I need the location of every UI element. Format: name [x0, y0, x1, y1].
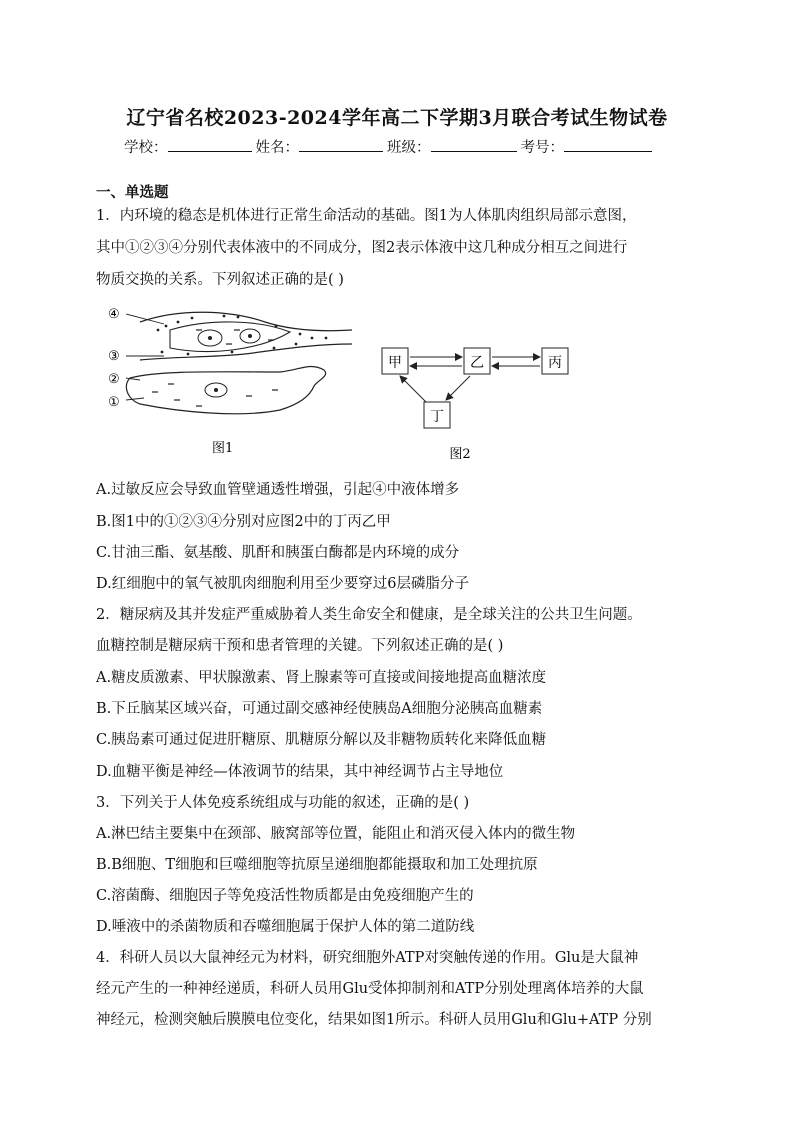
- q2-option-a[interactable]: A.糖皮质激素、甲状腺激素、肾上腺素等可直接或间接地提高血糖浓度: [96, 670, 547, 686]
- q1-option-d[interactable]: D.红细胞中的氧气被肌肉细胞利用至少要穿过6层磷脂分子: [96, 576, 469, 592]
- q3-line1: 3．下列关于人体免疫系统组成与功能的叙述，正确的是( ): [96, 795, 470, 811]
- figure1-tissue-diagram: [100, 300, 360, 460]
- student-info-line: [124, 136, 656, 157]
- fig2-label-jia: 甲: [388, 355, 402, 371]
- q3-option-d[interactable]: D.唾液中的杀菌物质和吞噬细胞属于保护人体的第二道防线: [96, 919, 475, 935]
- school-label: 学校：: [124, 140, 168, 156]
- q3-option-c[interactable]: C.溶菌酶、细胞因子等免疫活性物质都是由免疫细胞产生的: [96, 888, 474, 904]
- fig1-label-1: ①: [108, 395, 120, 410]
- name-label: 姓名：: [255, 140, 299, 156]
- fig2-label-yi: 乙: [470, 355, 484, 371]
- q1-line1: 1．内环境的稳态是机体进行正常生命活动的基础。图1为人体肌肉组织局部示意图，: [96, 208, 637, 224]
- class-blank[interactable]: [431, 137, 517, 152]
- section-heading: 一、单选题: [96, 184, 169, 201]
- q4-line3: 神经元，检测突触后膜膜电位变化，结果如图1所示。科研人员用Glu和Glu+ATP 分别: [96, 1012, 652, 1028]
- fig2-caption: 图2: [449, 447, 471, 462]
- q1-option-b[interactable]: B.图1中的①②③④分别对应图2中的丁丙乙甲: [96, 514, 391, 530]
- fig1-label-3: ③: [108, 349, 120, 364]
- q2-option-b[interactable]: B.下丘脑某区域兴奋，可通过副交感神经使胰岛A细胞分泌胰高血糖素: [96, 701, 543, 717]
- fig2-label-ding: 丁: [430, 409, 444, 425]
- q2-line1: 2．糖尿病及其并发症严重威胁着人类生命安全和健康，是全球关注的公共卫生问题。: [96, 607, 642, 623]
- fig1-label-2: ②: [108, 372, 120, 387]
- school-blank[interactable]: [168, 137, 252, 152]
- q1-option-c[interactable]: C.甘油三酯、氨基酸、肌酐和胰蛋白酶都是内环境的成分: [96, 545, 460, 561]
- figure2-fluid-exchange-diagram: [370, 336, 590, 466]
- q3-option-a[interactable]: A.淋巴结主要集中在颈部、腋窝部等位置，能阻止和消灭侵入体内的微生物: [96, 826, 576, 842]
- number-label: 考号：: [520, 140, 564, 156]
- q1-line3: 物质交换的关系。下列叙述正确的是( ): [96, 272, 344, 288]
- q2-line2: 血糖控制是糖尿病干预和患者管理的关键。下列叙述正确的是( ): [96, 638, 504, 654]
- exam-title: 辽宁省名校2023-2024学年高二下学期3月联合考试生物试卷: [126, 107, 668, 129]
- q2-option-c[interactable]: C.胰岛素可通过促进肝糖原、肌糖原分解以及非糖物质转化来降低血糖: [96, 732, 547, 748]
- q4-line2: 经元产生的一种神经递质，科研人员用Glu受体抑制剂和ATP分别处理离体培养的大鼠: [96, 981, 644, 997]
- fig1-label-4: ④: [108, 307, 120, 322]
- q1-line2: 其中①②③④分别代表体液中的不同成分，图2表示体液中这几种成分相互之间进行: [96, 240, 628, 256]
- class-label: 班级：: [387, 140, 431, 156]
- fig1-caption: 图1: [212, 441, 234, 456]
- q2-option-d[interactable]: D.血糖平衡是神经—体液调节的结果，其中神经调节占主导地位: [96, 764, 504, 780]
- q4-line1: 4．科研人员以大鼠神经元为材料，研究细胞外ATP对突触传递的作用。Glu是大鼠神: [96, 950, 639, 966]
- name-blank[interactable]: [299, 137, 383, 152]
- number-blank[interactable]: [564, 137, 652, 152]
- q3-option-b[interactable]: B.B细胞、T细胞和巨噬细胞等抗原呈递细胞都能摄取和加工处理抗原: [96, 857, 538, 873]
- q1-option-a[interactable]: A.过敏反应会导致血管壁通透性增强，引起④中液体增多: [96, 482, 460, 498]
- fig2-label-bing: 丙: [548, 355, 562, 371]
